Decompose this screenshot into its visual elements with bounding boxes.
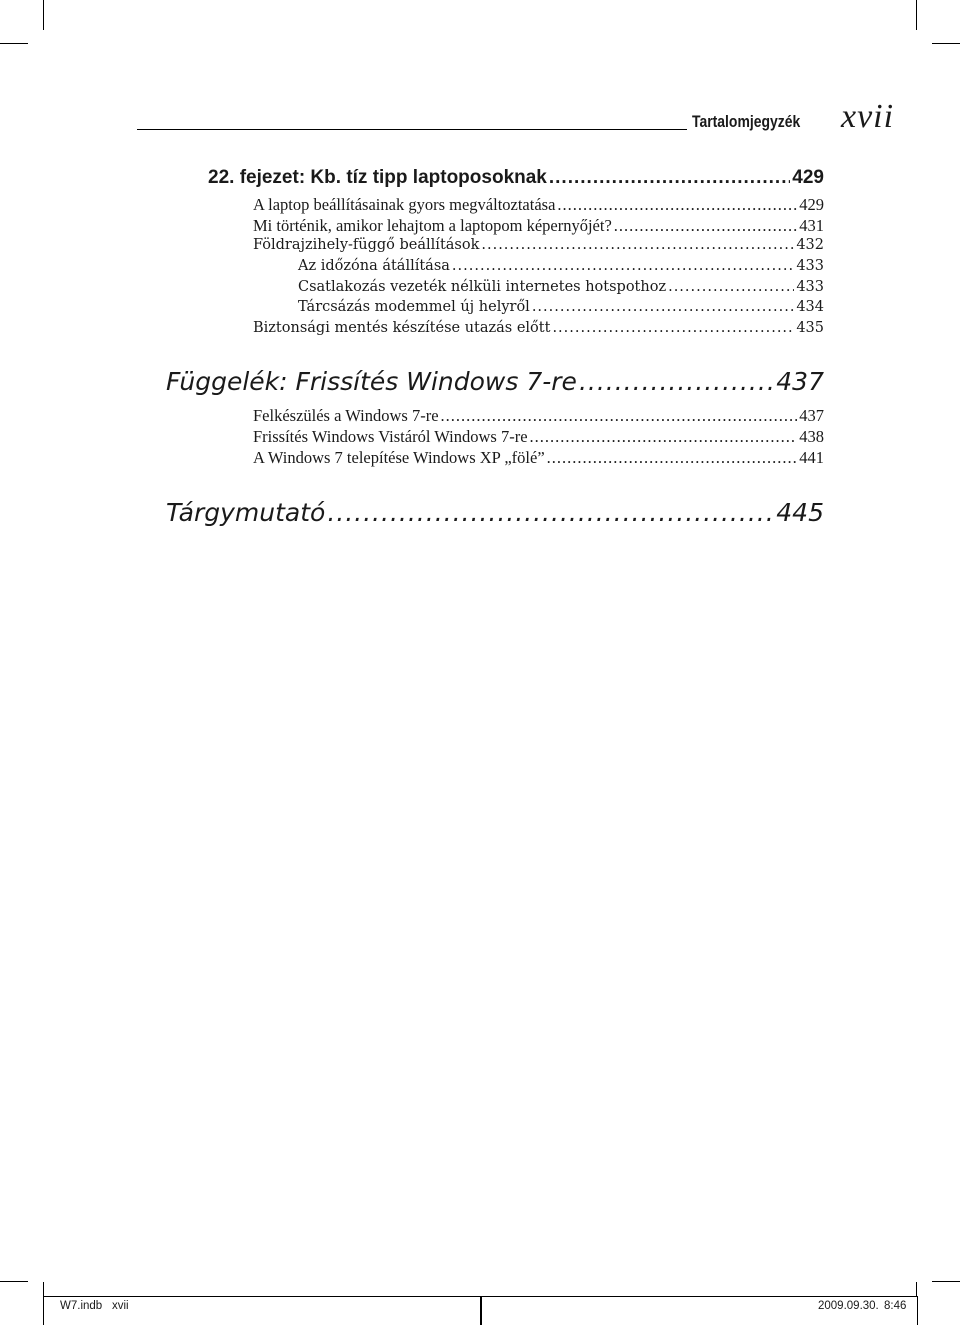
toc-entry[interactable] — [253, 448, 824, 468]
toc-subentry[interactable] — [298, 299, 824, 315]
toc-chapter-heading[interactable] — [208, 167, 824, 189]
toc-page-number: 429 — [792, 167, 824, 188]
toc-page-number: 438 — [799, 427, 824, 446]
footer-slug-left — [43, 1296, 482, 1325]
dot-leader — [327, 498, 774, 527]
crop-mark — [0, 1281, 28, 1282]
crop-mark — [43, 0, 44, 30]
toc-page-number: 441 — [799, 448, 824, 467]
toc-entry[interactable] — [253, 237, 824, 253]
toc-page-number: 437 — [799, 406, 824, 425]
toc-label: 22. fejezet: Kb. tíz tipp laptoposoknak — [208, 167, 547, 188]
toc-page-number: 435 — [796, 320, 824, 336]
toc-page-number: 433 — [796, 258, 824, 274]
toc-page-number: 431 — [799, 216, 824, 235]
toc-page-number: 432 — [796, 237, 824, 253]
toc-entry[interactable] — [253, 320, 824, 336]
toc-label: Felkészülés a Windows 7-re — [253, 406, 439, 425]
toc-label: A laptop beállításainak gyors megváltoztatása — [253, 195, 556, 214]
toc-label: Mi történik, amikor lehajtom a laptopom képernyőjét? — [253, 216, 612, 235]
dot-leader — [557, 195, 797, 215]
dot-leader — [552, 320, 794, 336]
crop-mark — [916, 0, 917, 30]
toc-entry[interactable] — [253, 216, 824, 236]
toc-entry[interactable] — [253, 406, 824, 426]
toc-label: Biztonsági mentés készítése utazás előtt — [253, 320, 551, 336]
dot-leader — [549, 167, 790, 189]
dot-leader — [668, 279, 794, 295]
toc-page-number: 445 — [776, 498, 824, 527]
toc-label: Az időzóna átállítása — [298, 258, 450, 274]
dot-leader — [452, 258, 794, 274]
footer-page: xvii — [112, 1300, 129, 1312]
crop-mark — [916, 1282, 917, 1296]
crop-mark — [932, 1281, 960, 1282]
running-header-page-number: xvii — [841, 98, 895, 135]
footer-time: 8:46 — [884, 1300, 907, 1312]
toc-page-number: 434 — [796, 299, 824, 315]
footer-file-name: W7.indb — [60, 1300, 103, 1312]
toc-page-number: 433 — [796, 279, 824, 295]
toc-label: Földrajzihely-függő beállítások — [253, 237, 480, 253]
dot-leader — [441, 406, 798, 426]
toc-entry[interactable] — [253, 427, 824, 447]
toc-index-heading[interactable] — [166, 498, 824, 527]
toc-label: Tárgymutató — [166, 498, 326, 527]
dot-leader — [532, 299, 794, 315]
dot-leader — [481, 237, 794, 253]
toc-page-number: 437 — [776, 367, 824, 396]
toc-label: Frissítés Windows Vistáról Windows 7-re — [253, 427, 528, 446]
dot-leader — [547, 448, 798, 468]
crop-mark — [43, 1282, 44, 1296]
toc-label: Függelék: Frissítés Windows 7-re — [166, 367, 577, 396]
toc-label: Csatlakozás vezeték nélküli internetes hotspothoz — [298, 279, 667, 295]
dot-leader — [579, 367, 774, 396]
toc-appendix-heading[interactable] — [166, 367, 824, 396]
toc-page-number: 429 — [799, 195, 824, 214]
crop-mark — [932, 43, 960, 44]
toc-label: Tárcsázás modemmel új helyről — [298, 299, 530, 315]
toc-subentry[interactable] — [298, 279, 824, 295]
dot-leader — [530, 427, 798, 447]
toc-label: A Windows 7 telepítése Windows XP „fölé” — [253, 448, 545, 467]
toc-subentry[interactable] — [298, 258, 824, 274]
footer-date: 2009.09.30. — [818, 1300, 879, 1312]
running-header-title: Tartalomjegyzék — [692, 112, 801, 131]
dot-leader — [614, 216, 797, 236]
header-rule — [137, 129, 687, 130]
toc-entry[interactable] — [253, 195, 824, 215]
crop-mark — [0, 43, 28, 44]
